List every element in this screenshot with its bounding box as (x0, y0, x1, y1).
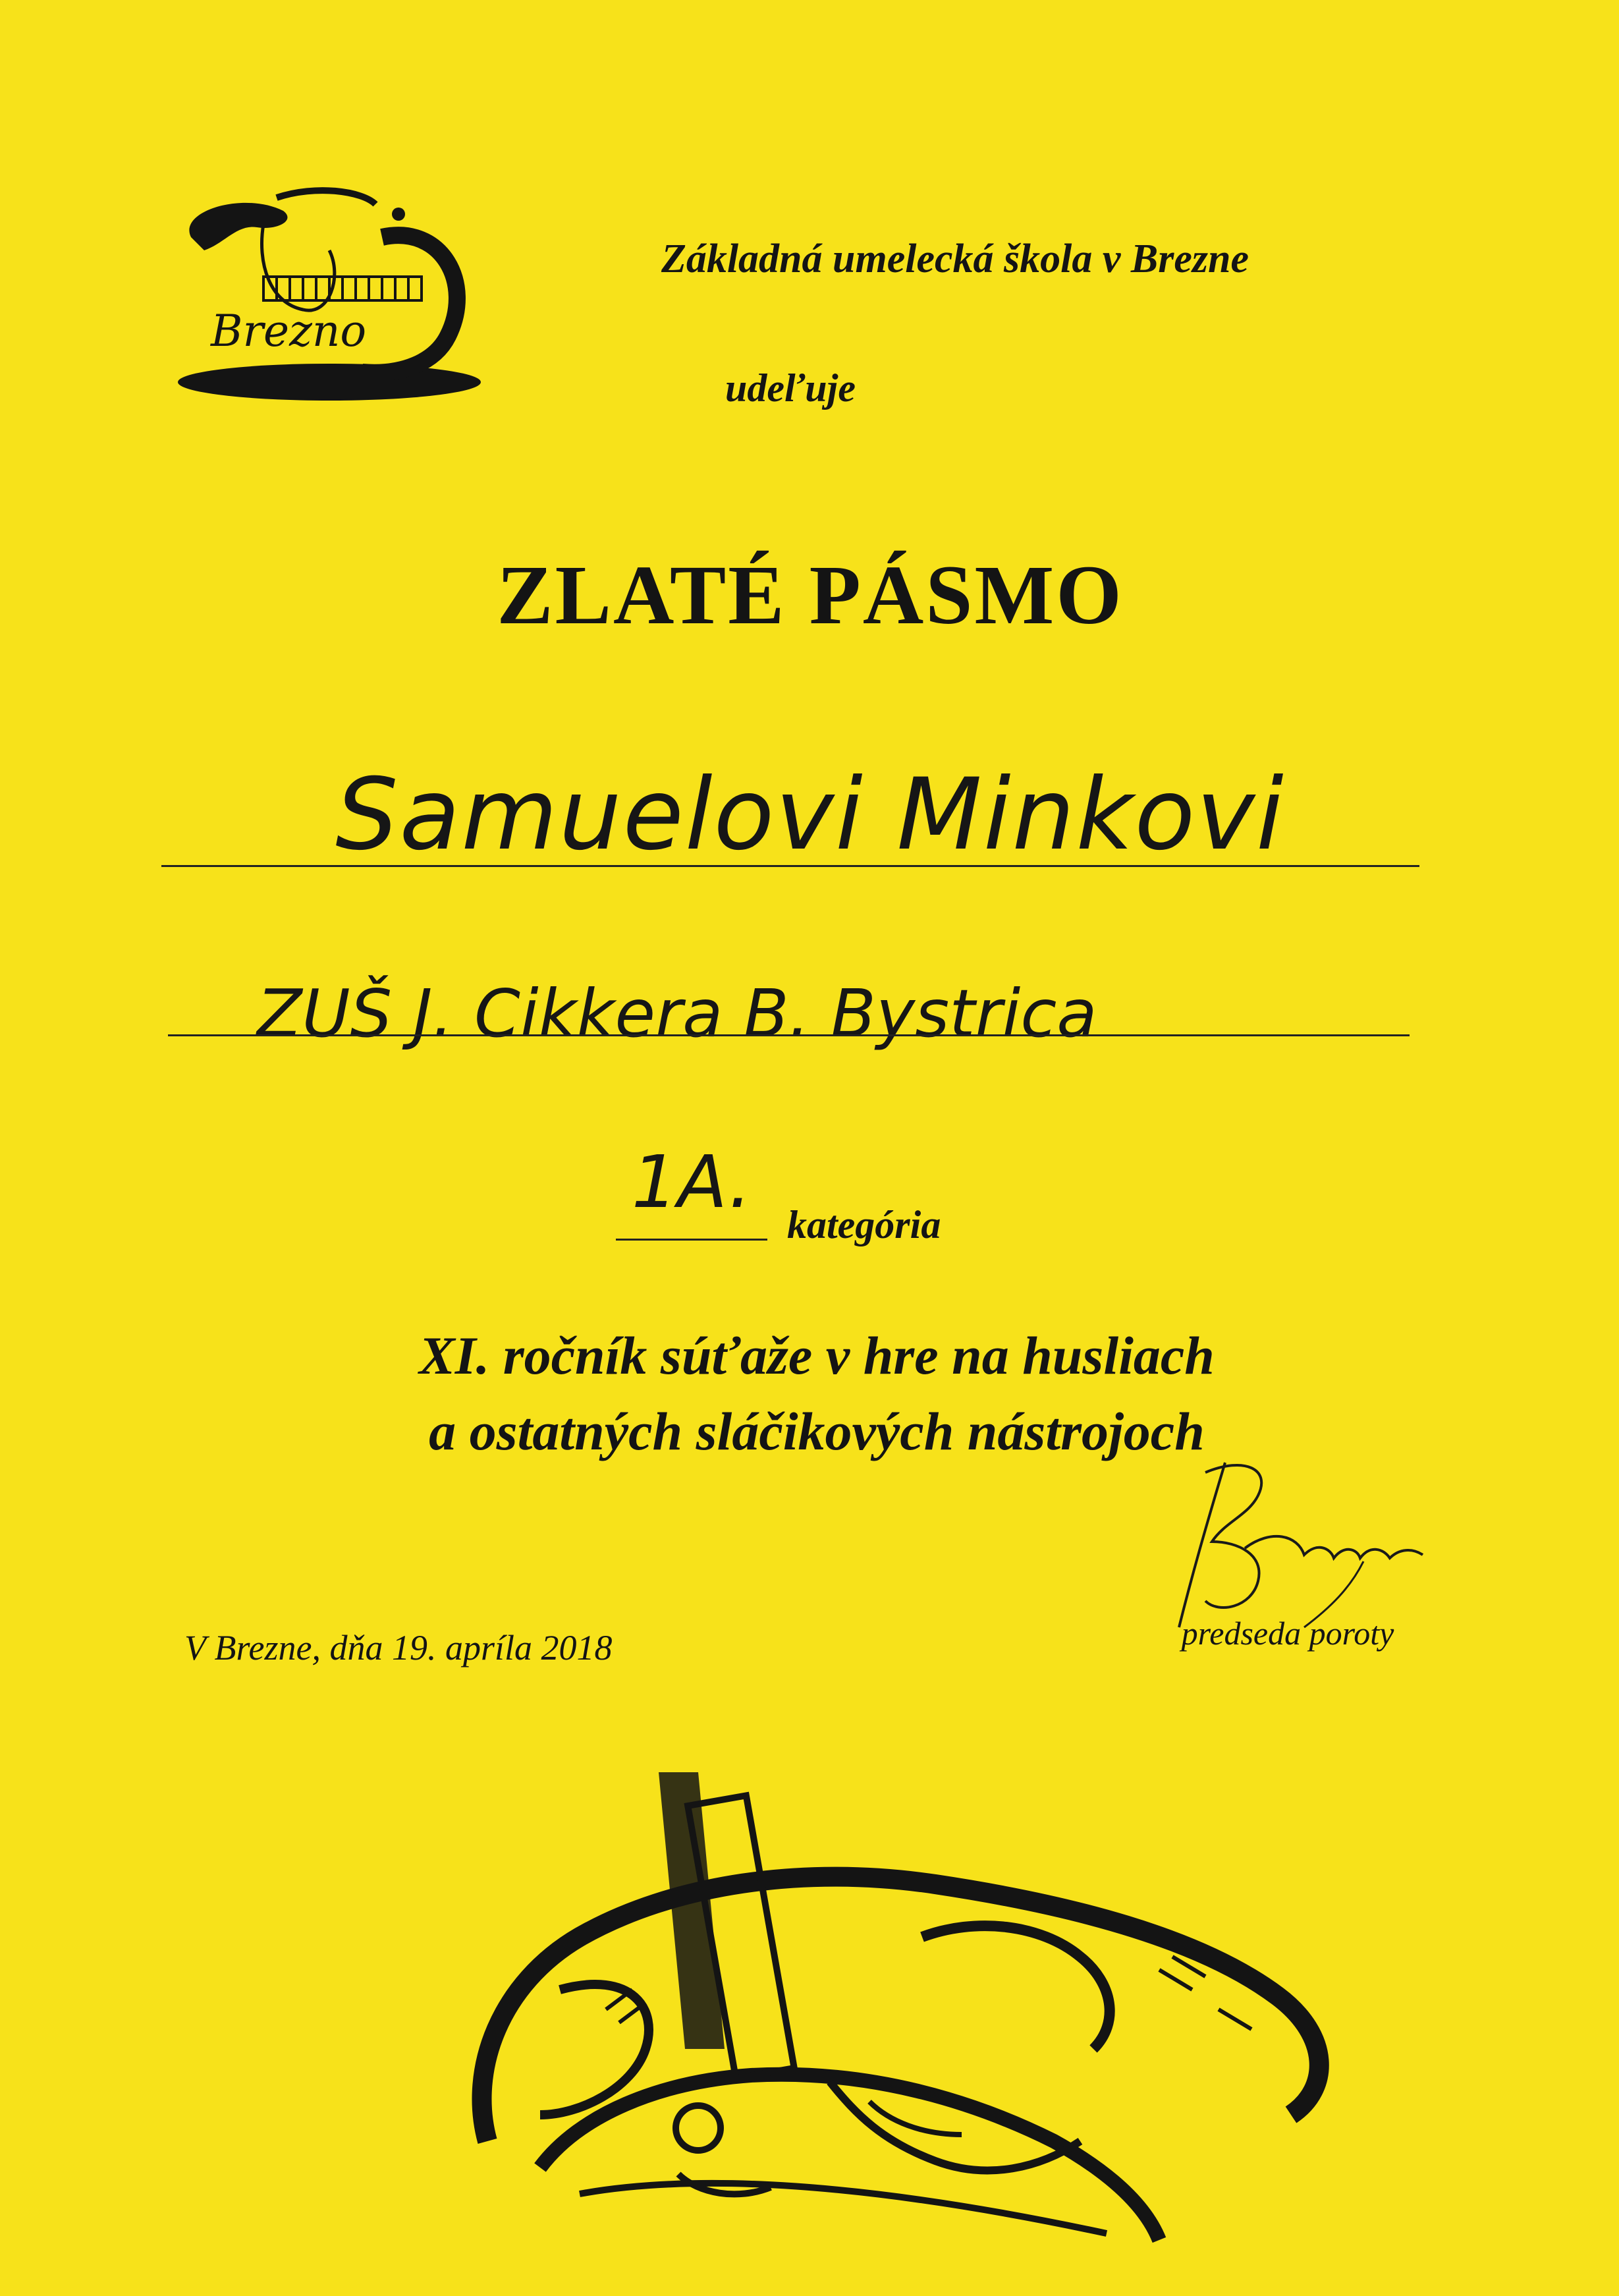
awards-label: udeľuje (725, 366, 856, 410)
category-value: 1A. (631, 1140, 752, 1224)
recipient-school-underline (168, 1034, 1410, 1036)
recipient-school: ZUŠ J. Cikkera B. Bystrica (257, 975, 1097, 1052)
recipient-name-underline (161, 865, 1419, 867)
school-logo (165, 184, 481, 402)
category-label: kategória (787, 1203, 941, 1246)
date-place: V Brezne, dňa 19. apríla 2018 (184, 1628, 613, 1667)
competition-description (263, 1318, 1370, 1469)
violin-illustration-icon (461, 1772, 1344, 2247)
jury-chair-label: predseda poroty (1181, 1615, 1394, 1652)
certificate-title: ZLATÉ PÁSMO (497, 548, 1124, 642)
competition-line-1: XI. ročník súťaže v hre na husliach (419, 1326, 1215, 1386)
logo-text: Brezno (211, 306, 367, 356)
signature (1166, 1449, 1429, 1634)
competition-line-2: a ostatných sláčikových nástrojoch (429, 1401, 1205, 1461)
recipient-name: Samuelovi Minkovi (335, 758, 1285, 872)
school-name: Základná umelecká škola v Brezne (661, 237, 1249, 281)
category-underline (616, 1239, 767, 1241)
